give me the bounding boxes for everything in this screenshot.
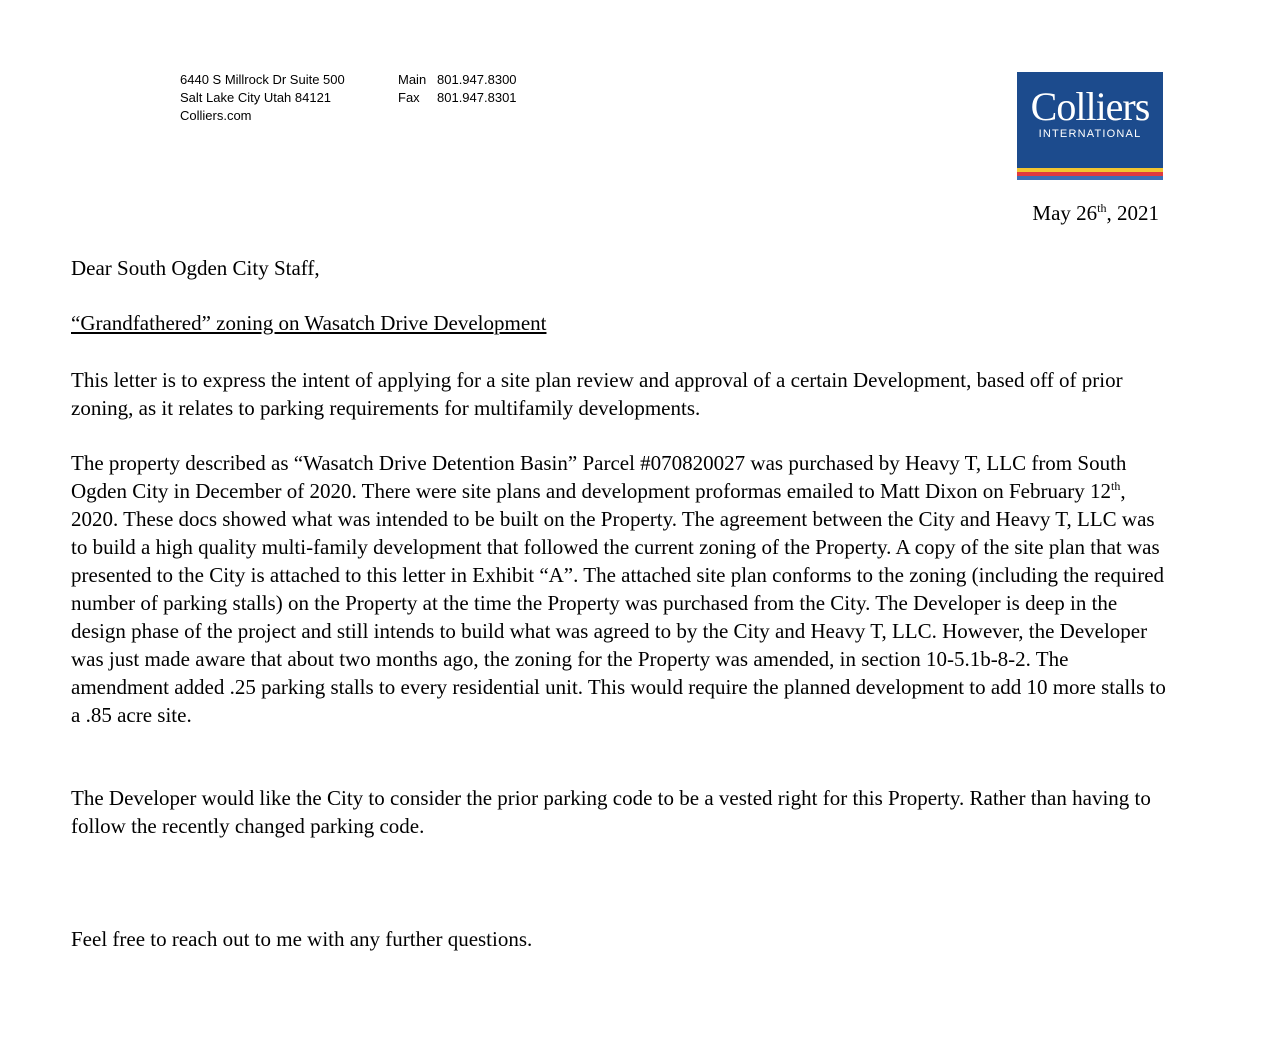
logo-subtitle: INTERNATIONAL xyxy=(1038,128,1142,140)
paragraph-property-part2: , 2020. These docs showed what was intended to be built on the Property. The agreement between the City and Heavy T, LLC was to build a high quality multi-family development that followed the current zoning of the Property. A copy of the site plan that was presented to the City is attached to this letter in Exhibit “A”. The attached site plan conforms to the zoning (including the required number of parking stalls) on the Property at the time the Property was purchased from the City. The Developer is deep in the design phase of the project and still intends to build what was agreed to by the City and Heavy T, LLC. However, the Developer was just made aware that about two months ago, the zoning for the Property was amended, in section 10-5.1b-8-2. The amendment added .25 parking stalls to every residential unit. This would require the planned development to add 10 more stalls to a .85 acre site. xyxy=(71,479,1166,727)
closing-line: Feel free to reach out to me with any further questions. xyxy=(71,927,533,951)
sender-address xyxy=(180,71,345,125)
date-post: , 2021 xyxy=(1106,201,1159,225)
logo-stripes xyxy=(1017,168,1163,180)
colliers-logo xyxy=(1017,72,1163,180)
paragraph-intent: This letter is to express the intent of applying for a site plan review and approval of a certain Development, based off of prior zoning, as it relates to parking requirements for multifamily developments. xyxy=(71,368,1123,420)
main-label: Main xyxy=(398,72,427,87)
paragraph-property-part1: The property described as “Wasatch Drive Detention Basin” Parcel #070820027 was purchased by Heavy T, LLC from South Ogden City in December of 2020. There were site plans and development proformas emailed to Matt Dixon on February 12 xyxy=(71,451,1127,503)
address-line-2: Salt Lake City Utah 84121 xyxy=(180,90,332,105)
fax-label: Fax xyxy=(398,90,420,105)
subject-line: “Grandfathered” zoning on Wasatch Drive Development xyxy=(71,311,547,335)
paragraph-request: The Developer would like the City to consider the prior parking code to be a vested right for this Property. Rather than having to follow the recently changed parking code. xyxy=(71,786,1151,838)
salutation: Dear South Ogden City Staff, xyxy=(71,256,320,280)
logo-wordmark: Colliers xyxy=(1030,84,1150,129)
date-sup: th xyxy=(1097,201,1107,215)
paragraph-property xyxy=(71,449,1171,729)
logo-stripe-blue xyxy=(1017,176,1163,180)
fax-row xyxy=(398,89,517,107)
contact-numbers xyxy=(398,71,517,107)
letter-date xyxy=(1032,201,1159,226)
main-number: 801.947.8300 xyxy=(437,72,517,87)
fax-number: 801.947.8301 xyxy=(437,90,517,105)
website-text: Colliers.com xyxy=(180,108,252,123)
paragraph-property-sup: th xyxy=(1111,479,1121,493)
address-line-1: 6440 S Millrock Dr Suite 500 xyxy=(180,72,345,87)
date-pre: May 26 xyxy=(1032,201,1098,225)
main-phone-row xyxy=(398,71,517,89)
